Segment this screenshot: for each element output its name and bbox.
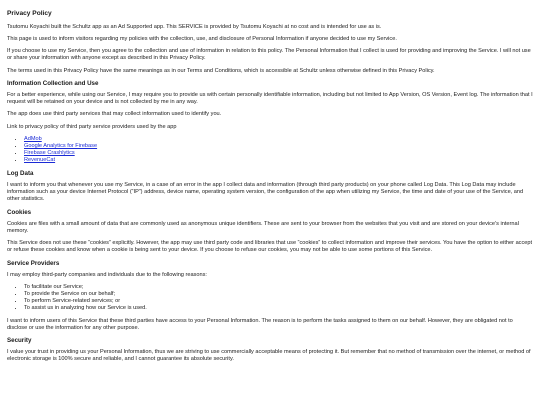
third-party-links-list: [7, 136, 533, 165]
list-item: [24, 157, 533, 164]
intro-paragraph-1: Tsutomu Koyachi built the Schultz app as an Ad Supported app. This SERVICE is provided by Tsutomu Koyachi at no cost and is intended for use as is.: [7, 23, 382, 30]
service-providers-intro: I may employ third-party companies and individuals due to the following reasons:: [7, 271, 207, 278]
security-paragraph: I value your trust in providing us your Personal Information, thus we are striving to use commercially acceptable means of protecting it. But remember that no method of transmission over the internet, or method of electronic storage is 100% secure and reliable, and I cannot guarantee its absolute security.: [7, 349, 531, 363]
collection-paragraph-1: For a better experience, while using our Service, I may require you to provide us with certain personally identifiable information, including but not limited to App Version, OS Version, Event log. The information that I request will be retained on your device and is not collected by me in any way.: [7, 91, 533, 106]
log-data-paragraph: I want to inform you that whenever you use my Service, in a case of an error in the app I collect data and information (through third party products) on your phone called Log Data. This Log Data may include information such as your device Internet Protocol (“IP”) address, device name, operating system version, the configuration of the app when utilizing my Service, the time and date of your use of the Service, and other statistics.: [7, 181, 524, 203]
collection-heading: Information Collection and Use: [7, 79, 99, 87]
list-item: [24, 143, 533, 150]
intro-paragraph-3: If you choose to use my Service, then you agree to the collection and use of information in relation to this policy. The Personal Information that I collect is used for providing and improving the Service. I will not use or share your information with anyone except as described in this Privacy Policy.: [7, 48, 531, 62]
cookies-heading: Cookies: [7, 208, 32, 216]
firebase-crashlytics-link[interactable]: Firebase Crashlytics: [24, 150, 75, 157]
service-providers-outro: I want to inform users of this Service that these third parties have access to your Personal Information. The reason is to perform the tasks assigned to them on our behalf. However, they are obligated not to disclose or use the information for any other purpose.: [7, 317, 513, 331]
list-item: • To provide the Service on our behalf;: [24, 291, 533, 298]
cookies-paragraph-2: This Service does not use these “cookies” explicitly. However, the app may use third party code and libraries that use “cookies” to collect information and improve their services. You have the option to either accept or refuse these cookies and know when a cookie is being sent to your device. If you choose to refuse our cookies, you may not be able to use some portions of this Service.: [7, 240, 533, 254]
service-provider-reasons-list: [7, 284, 533, 313]
collection-paragraph-3: Link to privacy policy of third party service providers used by the app: [7, 123, 177, 130]
intro-paragraph-4: The terms used in this Privacy Policy have the same meanings as in our Terms and Conditions, which is accessible at Schultz unless otherwise defined in this Privacy Policy.: [7, 67, 435, 74]
list-item: • To facilitate our Service;: [24, 284, 533, 291]
revenuecat-link[interactable]: RevenueCat: [24, 157, 56, 164]
cookies-paragraph-1: Cookies are files with a small amount of data that are commonly used as anonymous unique identifiers. These are sent to your browser from the websites that you visit and are stored on your device's internal memory.: [7, 220, 519, 234]
service-providers-heading: Service Providers: [7, 259, 60, 267]
list-item: [24, 136, 533, 143]
page-title: Privacy Policy: [7, 10, 52, 17]
intro-paragraph-2: This page is used to inform visitors regarding my policies with the collection, use, and disclosure of Personal Information if anyone decided to use my Service.: [7, 35, 397, 42]
list-item: • To assist us in analyzing how our Service is used.: [24, 305, 533, 312]
list-item: [24, 150, 533, 157]
list-item: • To perform Service-related services; or: [24, 298, 533, 305]
security-heading: Security: [7, 337, 32, 345]
admob-link[interactable]: AdMob: [24, 136, 42, 143]
log-data-heading: Log Data: [7, 169, 34, 177]
collection-paragraph-2: The app does use third party services that may collect information used to identify you.: [7, 111, 222, 118]
google-analytics-firebase-link[interactable]: Google Analytics for Firebase: [24, 143, 98, 150]
